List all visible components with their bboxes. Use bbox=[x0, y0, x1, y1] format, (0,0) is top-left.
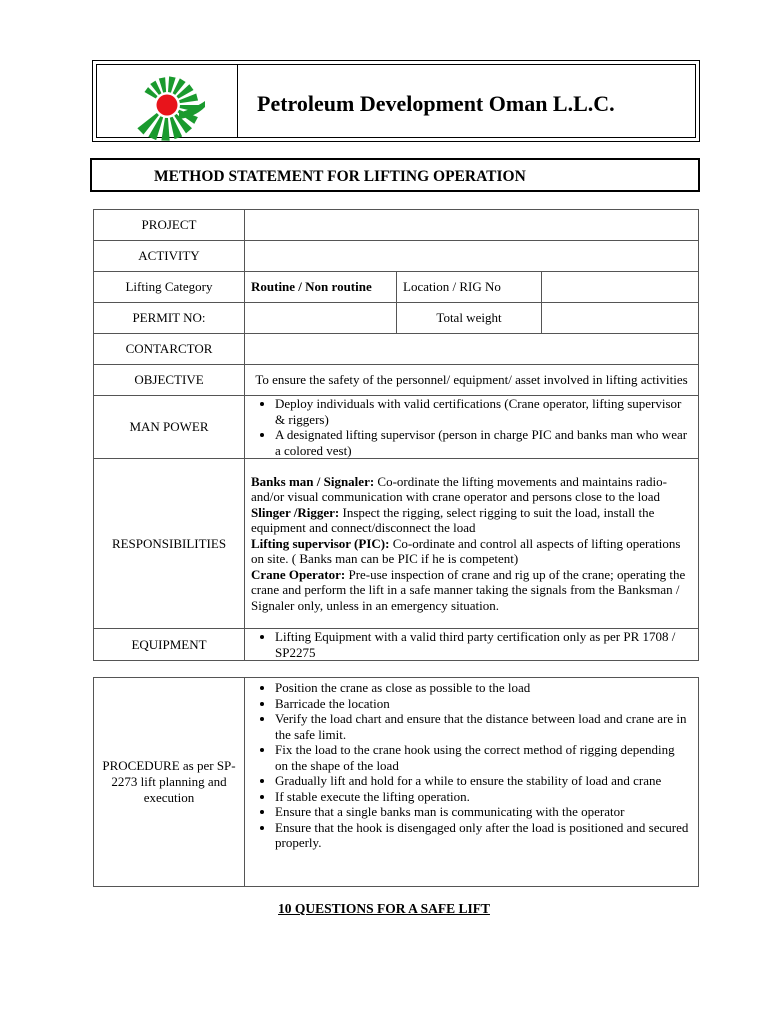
man-power-item: • A designated lifting supervisor (person in charge PIC and banks man who wear a colored vest) bbox=[275, 427, 690, 458]
responsibility-banks-man bbox=[251, 474, 692, 505]
location-value[interactable] bbox=[542, 272, 699, 303]
row-permit bbox=[94, 303, 699, 334]
document-title-box bbox=[90, 158, 700, 192]
row-procedure bbox=[94, 678, 699, 887]
lifting-category-value[interactable]: Routine / Non routine bbox=[245, 272, 397, 303]
row-activity bbox=[94, 241, 699, 272]
responsibility-crane-operator bbox=[251, 567, 692, 614]
total-weight-value[interactable] bbox=[542, 303, 699, 334]
procedure-steps bbox=[245, 678, 699, 887]
procedure-label: PROCEDURE as per SP-2273 lift planning and execution bbox=[94, 678, 245, 887]
objective-value: To ensure the safety of the personnel/ equipment/ asset involved in lifting activities bbox=[245, 365, 699, 396]
permit-label: PERMIT NO: bbox=[94, 303, 245, 334]
procedure-step: • If stable execute the lifting operation. bbox=[275, 789, 690, 805]
responsibility-slinger bbox=[251, 505, 692, 536]
row-man-power bbox=[94, 396, 699, 459]
logo-ray bbox=[161, 118, 169, 141]
project-value[interactable] bbox=[245, 210, 699, 241]
pdo-logo-icon bbox=[125, 63, 209, 147]
procedure-step: • Barricade the location bbox=[275, 696, 690, 712]
row-equipment bbox=[94, 629, 699, 661]
procedure-table bbox=[93, 677, 699, 887]
role-description: Co-ordinate and control all aspects of lifting operations on site. ( Banks man can be PIC if he is competent) bbox=[251, 535, 681, 567]
man-power-item: • Deploy individuals with valid certifications (Crane operator, lifting supervisor & riggers) bbox=[275, 396, 690, 427]
method-statement-table bbox=[93, 209, 699, 661]
logo-cell bbox=[97, 65, 238, 137]
role-name: Slinger /Rigger: bbox=[251, 504, 340, 520]
role-description: Inspect the rigging, select rigging to suit the load, install the equipment and connect/disconnect the load bbox=[251, 504, 655, 536]
role-description: Co-ordinate the lifting movements and maintains radio- and/or visual communication with crane operator and persons close to the load bbox=[251, 473, 667, 505]
procedure-step: • Gradually lift and hold for a while to ensure the stability of load and crane bbox=[275, 773, 690, 789]
contractor-value[interactable] bbox=[245, 334, 699, 365]
role-name: Lifting supervisor (PIC): bbox=[251, 535, 390, 551]
equipment-item: • Lifting Equipment with a valid third party certification only as per PR 1708 / SP2275 bbox=[275, 629, 678, 660]
logo-red-center bbox=[157, 95, 178, 116]
safe-lift-questions-heading: 10 QUESTIONS FOR A SAFE LIFT bbox=[278, 901, 490, 916]
responsibilities-text bbox=[245, 459, 699, 629]
procedure-step: • Ensure that the hook is disengaged only after the load is positioned and secured properly. bbox=[275, 820, 690, 851]
man-power-list bbox=[245, 396, 699, 459]
contractor-label: CONTARCTOR bbox=[94, 334, 245, 365]
responsibilities-label: RESPONSIBILITIES bbox=[94, 459, 245, 629]
activity-label: ACTIVITY bbox=[94, 241, 245, 272]
role-description: Pre-use inspection of crane and rig up of the crane; operating the crane and perform the lift in a safe manner taking the signals from the Banksman / Signaler only, unless in an emergency situation. bbox=[251, 566, 686, 613]
row-project bbox=[94, 210, 699, 241]
row-objective bbox=[94, 365, 699, 396]
responsibility-lifting-supervisor bbox=[251, 536, 692, 567]
objective-label: OBJECTIVE bbox=[94, 365, 245, 396]
procedure-step: • Fix the load to the crane hook using the correct method of rigging depending on the shape of the load bbox=[275, 742, 690, 773]
total-weight-label: Total weight bbox=[397, 303, 542, 334]
role-name: Crane Operator: bbox=[251, 566, 346, 582]
header-inner-border bbox=[96, 64, 696, 138]
equipment-list bbox=[245, 629, 699, 661]
document-title: METHOD STATEMENT FOR LIFTING OPERATION bbox=[154, 168, 526, 185]
location-label: Location / RIG No bbox=[397, 272, 542, 303]
header-box bbox=[92, 60, 700, 142]
man-power-label: MAN POWER bbox=[94, 396, 245, 459]
activity-value[interactable] bbox=[245, 241, 699, 272]
lifting-category-label: Lifting Category bbox=[94, 272, 245, 303]
procedure-step: • Verify the load chart and ensure that the distance between load and crane are in the safe limit. bbox=[275, 711, 690, 742]
equipment-label: EQUIPMENT bbox=[94, 629, 245, 661]
procedure-step: • Position the crane as close as possible to the load bbox=[275, 680, 690, 696]
project-label: PROJECT bbox=[94, 210, 245, 241]
row-lifting-category bbox=[94, 272, 699, 303]
procedure-step: • Ensure that a single banks man is communicating with the operator bbox=[275, 804, 690, 820]
role-name: Banks man / Signaler: bbox=[251, 473, 375, 489]
row-responsibilities bbox=[94, 459, 699, 629]
row-contractor bbox=[94, 334, 699, 365]
permit-value[interactable] bbox=[245, 303, 397, 334]
company-name: Petroleum Development Oman L.L.C. bbox=[257, 91, 615, 116]
